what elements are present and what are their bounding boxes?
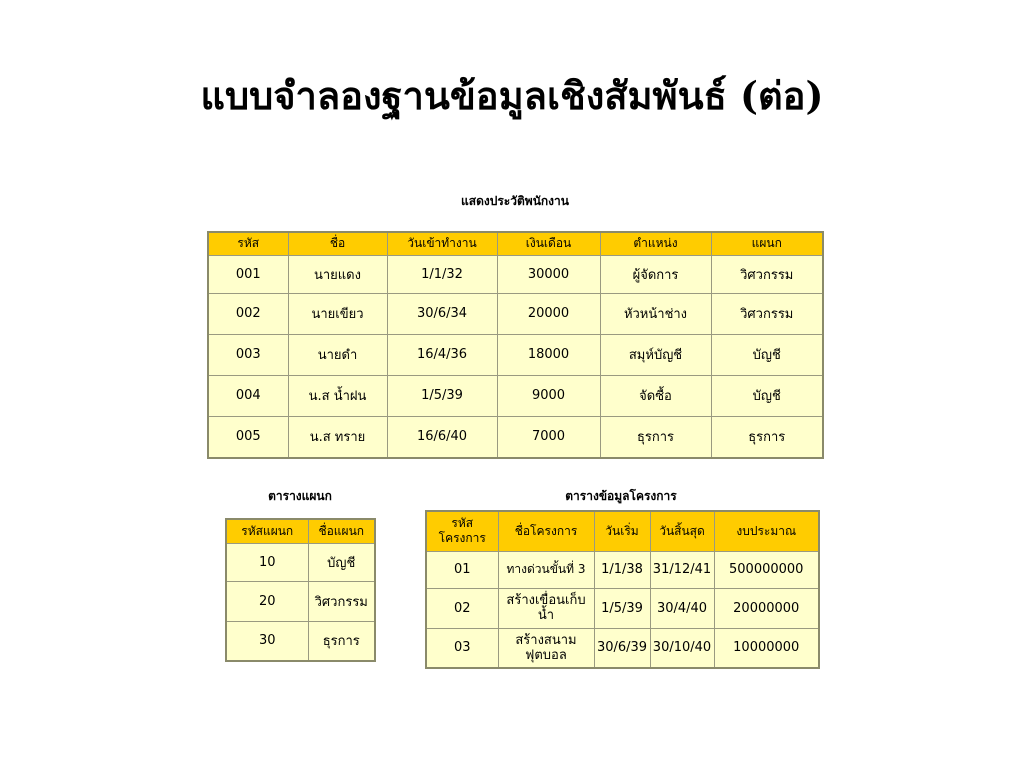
project-header-start: วันเริ่ม: [594, 511, 650, 551]
table-cell: 003: [208, 334, 288, 375]
table-cell: 20000: [497, 293, 600, 334]
table-cell: นายแดง: [288, 255, 387, 293]
table-cell: 30/4/40: [650, 588, 714, 628]
employee-table-caption: แสดงประวัติพนักงาน: [461, 194, 569, 208]
table-row: [226, 543, 375, 581]
table-row: [426, 551, 819, 588]
employee-header-salary: เงินเดือน: [497, 232, 600, 255]
table-cell: 16/6/40: [387, 416, 497, 458]
table-cell: บัญชี: [308, 543, 375, 581]
department-header-name: ชื่อแผนก: [308, 519, 375, 543]
table-cell: 30/10/40: [650, 628, 714, 668]
table-cell: บัญชี: [711, 334, 823, 375]
table-row: [208, 255, 823, 293]
table-cell: 18000: [497, 334, 600, 375]
table-cell: จัดซื้อ: [600, 375, 711, 416]
employee-header-id: รหัส: [208, 232, 288, 255]
table-row: [226, 581, 375, 621]
project-header-id: รหัส โครงการ: [426, 511, 498, 551]
table-cell: 20: [226, 581, 308, 621]
table-cell: ธุรการ: [308, 621, 375, 661]
table-cell: น.ส ทราย: [288, 416, 387, 458]
department-table-caption: ตารางแผนก: [268, 489, 332, 503]
table-cell: 1/1/38: [594, 551, 650, 588]
table-row: [426, 588, 819, 628]
table-cell: ผู้จัดการ: [600, 255, 711, 293]
table-cell: 1/5/39: [387, 375, 497, 416]
table-cell: 005: [208, 416, 288, 458]
table-cell: 03: [426, 628, 498, 668]
table-cell: 30000: [497, 255, 600, 293]
employee-header-position: ตำแหน่ง: [600, 232, 711, 255]
table-cell: สร้างสนามฟุตบอล: [498, 628, 594, 668]
table-cell: 16/4/36: [387, 334, 497, 375]
table-cell: 10000000: [714, 628, 819, 668]
table-cell: 002: [208, 293, 288, 334]
table-cell: 20000000: [714, 588, 819, 628]
project-table-caption: ตารางข้อมูลโครงการ: [565, 489, 677, 503]
table-cell: 30/6/39: [594, 628, 650, 668]
employee-header-department: แผนก: [711, 232, 823, 255]
table-cell: 01: [426, 551, 498, 588]
employee-header-name: ชื่อ: [288, 232, 387, 255]
table-cell: นายเขียว: [288, 293, 387, 334]
table-cell: 10: [226, 543, 308, 581]
table-cell: 31/12/41: [650, 551, 714, 588]
project-header-end: วันสิ้นสุด: [650, 511, 714, 551]
table-row: [208, 334, 823, 375]
table-cell: สมุห์บัญชี: [600, 334, 711, 375]
table-cell: 02: [426, 588, 498, 628]
employee-table: [207, 231, 824, 459]
table-cell: บัญชี: [711, 375, 823, 416]
department-header-id: รหัสแผนก: [226, 519, 308, 543]
employee-header-start-date: วันเข้าทำงาน: [387, 232, 497, 255]
project-header-budget: งบประมาณ: [714, 511, 819, 551]
table-cell: หัวหน้าช่าง: [600, 293, 711, 334]
table-cell: 30/6/34: [387, 293, 497, 334]
table-cell: 30: [226, 621, 308, 661]
table-cell: 1/5/39: [594, 588, 650, 628]
table-cell: สร้างเขื่อนเก็บน้ำ: [498, 588, 594, 628]
slide-title: แบบจำลองฐานข้อมูลเชิงสัมพันธ์ (ต่อ): [200, 73, 824, 118]
table-cell: วิศวกรรม: [711, 255, 823, 293]
table-cell: วิศวกรรม: [711, 293, 823, 334]
project-table: [425, 510, 820, 669]
table-cell: ธุรการ: [711, 416, 823, 458]
department-table: [225, 518, 376, 662]
table-cell: น.ส น้ำฝน: [288, 375, 387, 416]
table-row: [226, 621, 375, 661]
table-row: [208, 375, 823, 416]
table-cell: นายดำ: [288, 334, 387, 375]
table-row: [208, 293, 823, 334]
project-header-name: ชื่อโครงการ: [498, 511, 594, 551]
table-cell: 1/1/32: [387, 255, 497, 293]
table-cell: 7000: [497, 416, 600, 458]
table-cell: ธุรการ: [600, 416, 711, 458]
table-cell: 001: [208, 255, 288, 293]
table-row: [426, 628, 819, 668]
table-cell: 500000000: [714, 551, 819, 588]
table-cell: 004: [208, 375, 288, 416]
table-cell: ทางด่วนขั้นที่ 3: [498, 551, 594, 588]
table-row: [208, 416, 823, 458]
table-cell: วิศวกรรม: [308, 581, 375, 621]
table-cell: 9000: [497, 375, 600, 416]
